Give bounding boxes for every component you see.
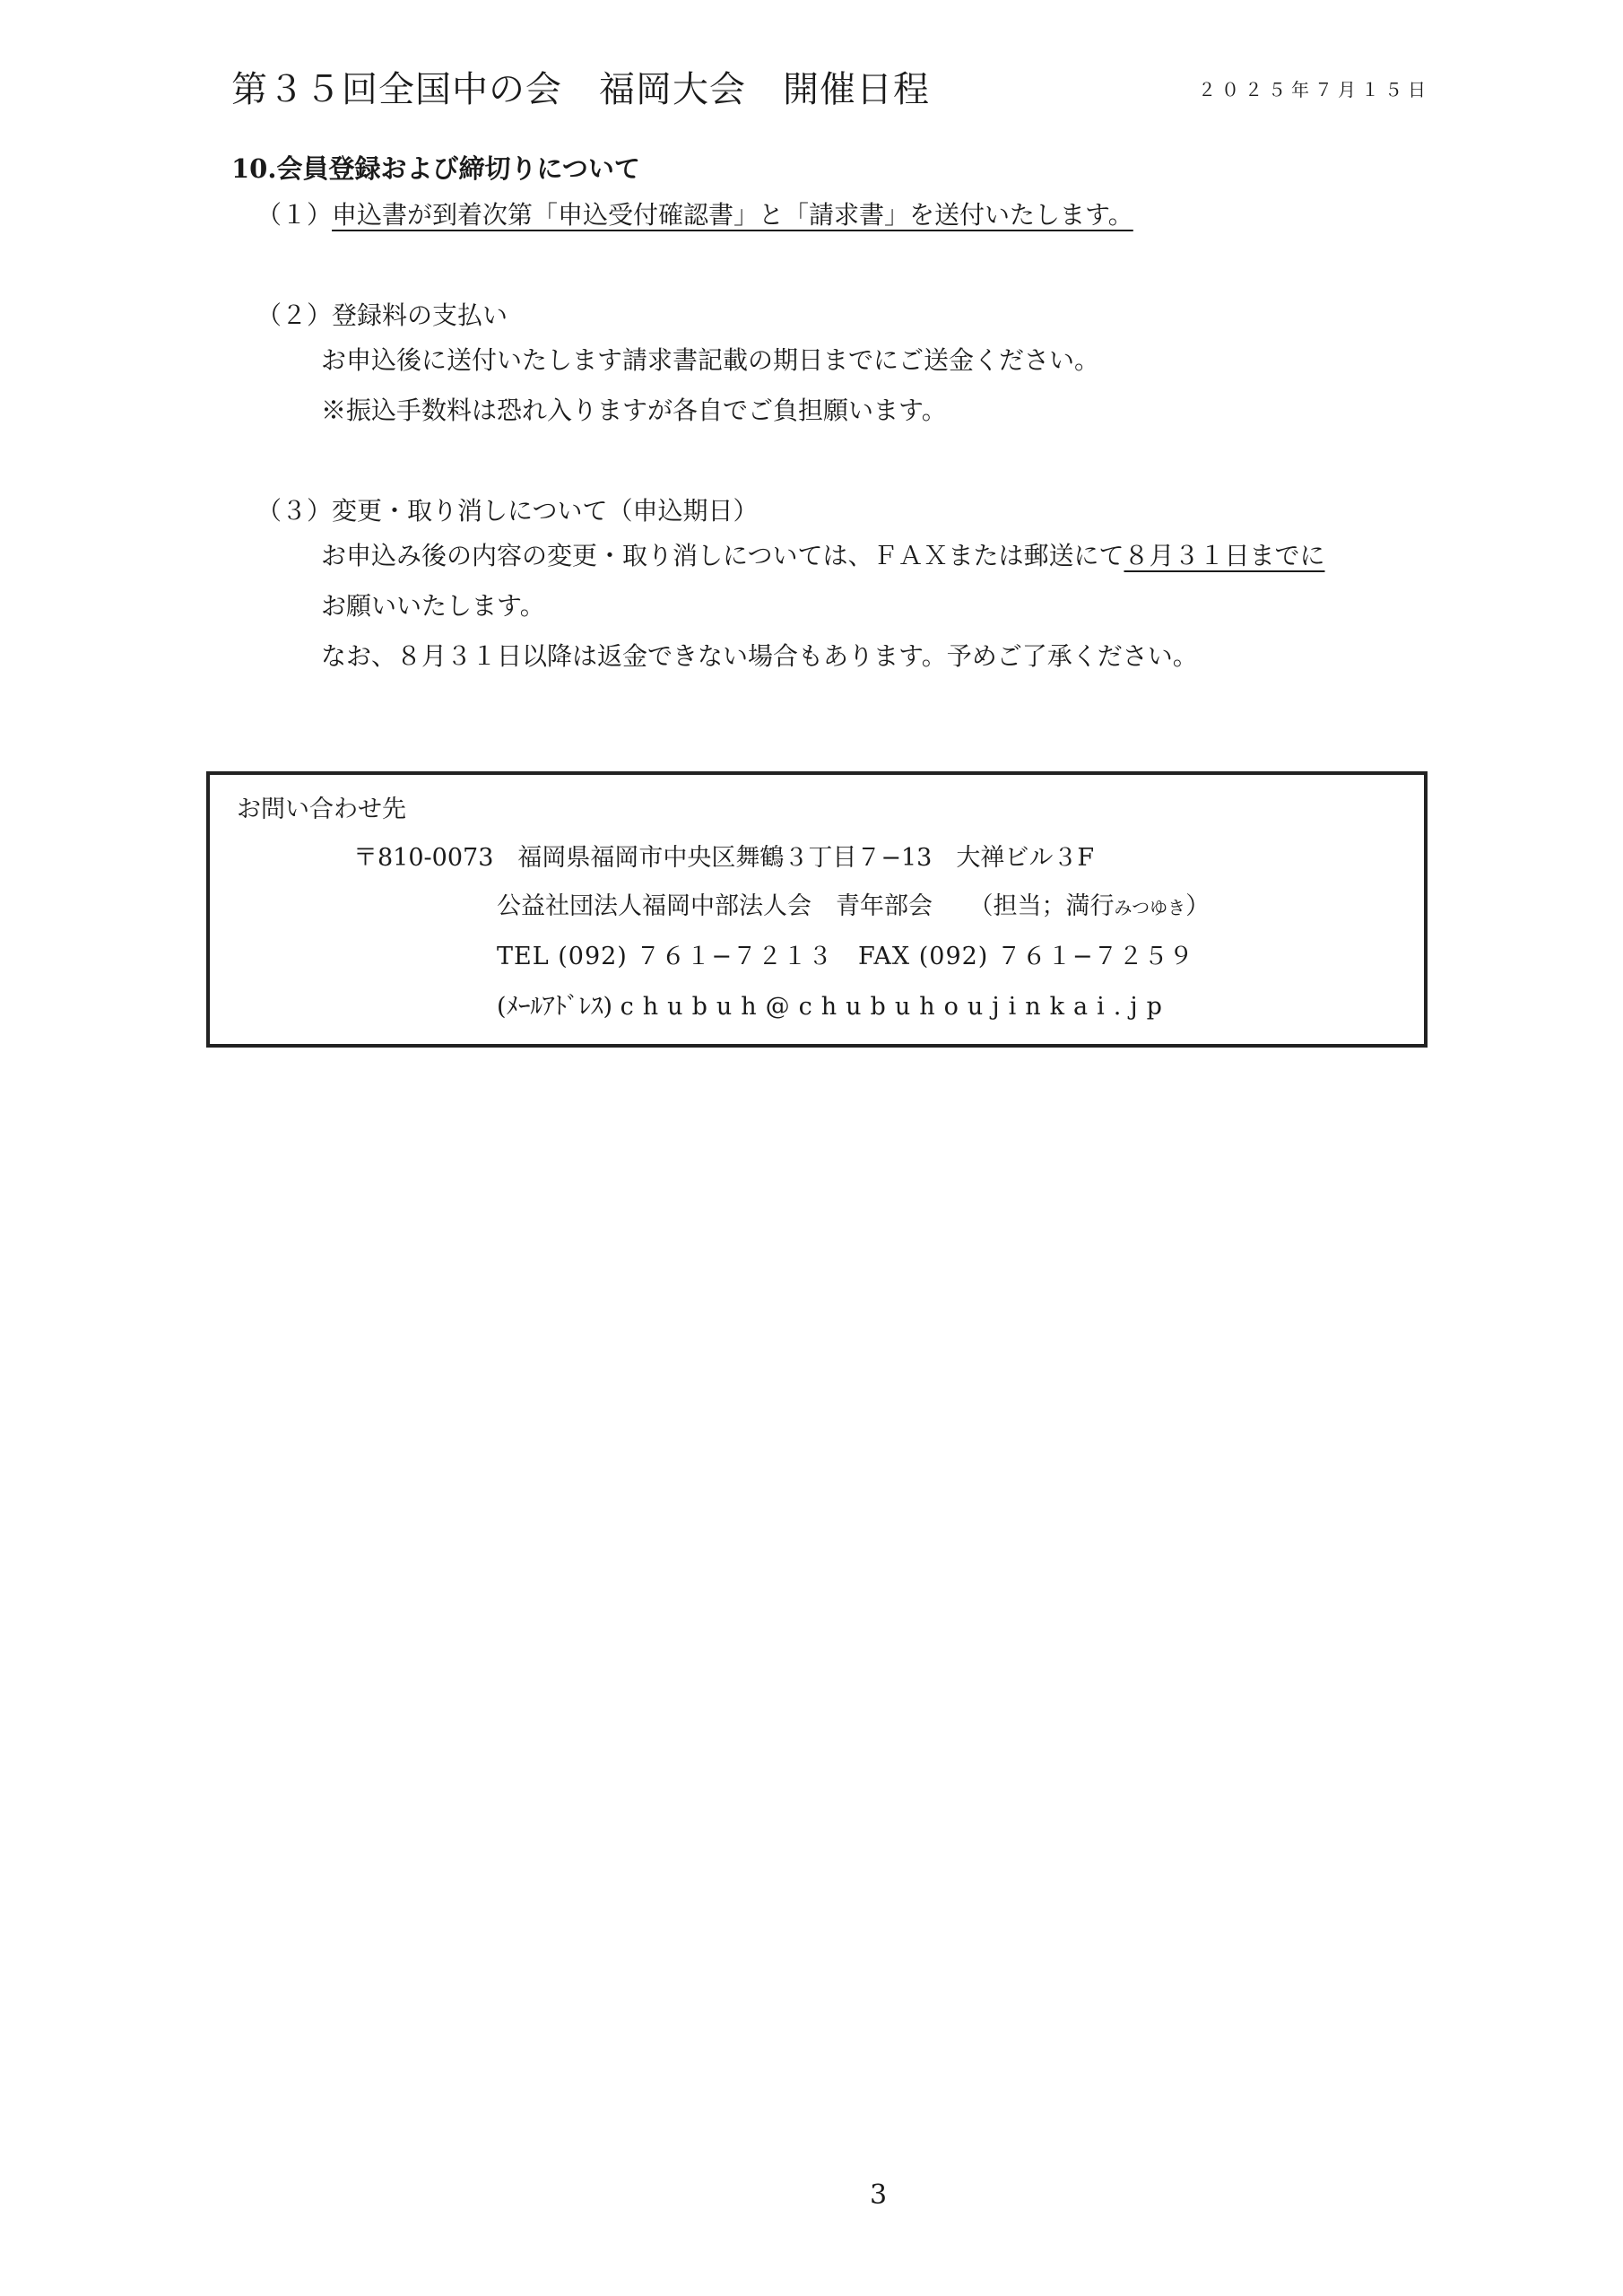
contact-organization [497,886,1210,921]
item-2 [256,296,508,332]
contact-email [497,987,1171,1022]
item-3-line-2: お願いいたします。 [321,591,545,621]
item-2-line-1: お申込後に送付いたします請求書記載の期日までにご送金ください。 [321,345,1100,375]
contact-reading: みつゆき [1114,897,1186,918]
contact-address: 〒810-0073 福岡県福岡市中央区舞鶴３丁目７−13 大禅ビル３F [353,844,1095,872]
document-title: 第３５回全国中の会 福岡大会 開催日程 [231,69,930,110]
item-3-number: （３） [256,496,333,526]
item-3-text: 変更・取り消しについて（申込期日） [332,496,759,526]
item-1-text: 申込書が到着次第「申込受付確認書」と「請求書」を送付いたします。 [332,200,1133,230]
item-2-line-2: ※振込手数料は恐れ入りますが各自でご負担願います。 [321,396,947,425]
section-heading: 10.会員登録および締切りについて [231,153,640,184]
item-3-line-3: なお、８月３１日以降は返金できない場合もあります。予めご了承ください。 [321,641,1198,671]
item-2-text: 登録料の支払い [332,300,508,330]
deadline-text: ８月３１日までに [1124,541,1325,570]
item-3-line-1-text: お申込み後の内容の変更・取り消しについては、ＦＡＸまたは郵送にて [321,541,1124,570]
contact-phone-fax: TEL (092) ７６１−７２１３ FAX (092) ７６１−７２５９ [497,943,1194,970]
item-3-line-1 [321,536,1324,572]
item-1-number: （１） [256,200,333,230]
item-3 [256,491,758,527]
contact-box [206,771,1428,1048]
document-date: ２０２５年７月１５日 [1198,79,1431,100]
page-number: 3 [870,2179,888,2211]
item-2-number: （２） [256,300,333,330]
contact-org-text: 公益社団法人福岡中部法人会 青年部会 （担当；満行 [497,892,1115,920]
email-label: (ﾒｰﾙｱﾄﾞﾚｽ) [497,993,613,1021]
email-address[interactable]: chubuh@chubuhoujinkai.jp [620,993,1171,1021]
item-1 [256,196,1133,231]
contact-org-close: ） [1185,892,1211,920]
contact-title: お問い合わせ先 [237,796,406,823]
